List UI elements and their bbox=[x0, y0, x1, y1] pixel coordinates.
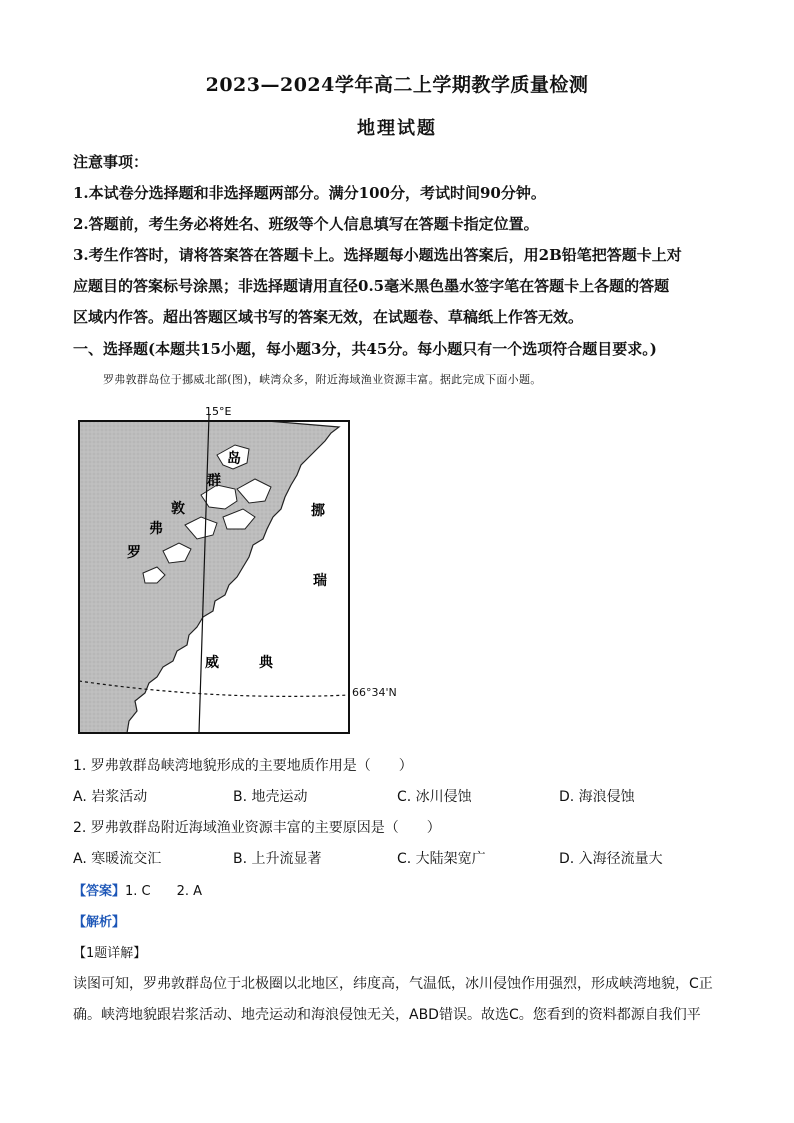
map-label-dao: 岛 bbox=[227, 451, 241, 467]
question-1-option-c: C. 冰川侵蚀 bbox=[397, 789, 472, 805]
notice-item-2: 2.答题前，考生务必将姓名、班级等个人信息填写在答题卡指定位置。 bbox=[73, 215, 539, 233]
question-1-option-a: A. 岩浆活动 bbox=[73, 789, 148, 805]
notice-item-3: 3.考生作答时，请将答案答在答题卡上。选择题每小题选出答案后，用2B铅笔把答题卡上对 bbox=[73, 246, 682, 264]
map-label-fu: 弗 bbox=[149, 521, 163, 537]
question-2-stem: 2. 罗弗敦群岛附近海域渔业资源丰富的主要原因是（ ） bbox=[73, 820, 441, 836]
longitude-label: 15°E bbox=[205, 405, 232, 418]
notice-item-1: 1.本试卷分选择题和非选择题两部分。满分100分，考试时间90分钟。 bbox=[73, 184, 546, 202]
map-label-nuo: 挪 bbox=[311, 503, 325, 519]
analysis-paragraph-line-2: 确。峡湾地貌跟岩浆活动、地壳运动和海浪侵蚀无关，ABD错误。故选C。您看到的资料都源自我们平 bbox=[73, 1007, 701, 1023]
answer-tag: 【答案】 bbox=[73, 884, 126, 899]
map-label-qun: 群 bbox=[207, 473, 221, 489]
answer-line bbox=[73, 880, 202, 899]
map-label-wei: 威 bbox=[205, 655, 219, 671]
map-label-dian: 典 bbox=[259, 655, 273, 671]
latitude-label: 66°34'N bbox=[352, 686, 397, 699]
question-2-option-b: B. 上升流显著 bbox=[233, 851, 322, 867]
map-label-rui: 瑞 bbox=[313, 573, 327, 589]
analysis-tag: 【解析】 bbox=[73, 915, 126, 930]
detail-tag: 【1题详解】 bbox=[73, 946, 147, 961]
question-2-option-d: D. 入海径流量大 bbox=[559, 851, 663, 867]
page-subtitle: 地理试题 bbox=[357, 118, 437, 139]
question-2-option-c: C. 大陆架宽广 bbox=[397, 851, 486, 867]
notice-item-3-cont-2: 区域内作答。超出答题区域书写的答案无效，在试题卷、草稿纸上作答无效。 bbox=[73, 308, 584, 326]
notice-heading: 注意事项： bbox=[73, 153, 149, 171]
section-intro: 罗弗敦群岛位于挪威北部(图)，峡湾众多，附近海域渔业资源丰富。据此完成下面小题。 bbox=[103, 373, 542, 386]
map-label-luo: 罗 bbox=[127, 545, 141, 561]
question-1-option-d: D. 海浪侵蚀 bbox=[559, 789, 635, 805]
page-title: 2023—2024学年高二上学期教学质量检测 bbox=[205, 74, 589, 96]
map-label-dun: 敦 bbox=[171, 501, 185, 517]
question-1-option-b: B. 地壳运动 bbox=[233, 789, 308, 805]
analysis-paragraph-line-1: 读图可知，罗弗敦群岛位于北极圈以北地区，纬度高，气温低，冰川侵蚀作用强烈，形成峡湾地貌，C正 bbox=[73, 976, 713, 992]
question-1-stem: 1. 罗弗敦群岛峡湾地貌形成的主要地质作用是（ ） bbox=[73, 758, 413, 774]
question-2-option-a: A. 寒暖流交汇 bbox=[73, 851, 162, 867]
answer-text: 1. C 2. A bbox=[125, 884, 203, 899]
section-heading: 一、选择题(本题共15小题，每小题3分，共45分。每小题只有一个选项符合题目要求。) bbox=[73, 340, 657, 358]
notice-item-3-cont-1: 应题目的答案标号涂黑；非选择题请用直径0.5毫米黑色墨水签字笔在答题卡上各题的答题 bbox=[73, 277, 670, 295]
